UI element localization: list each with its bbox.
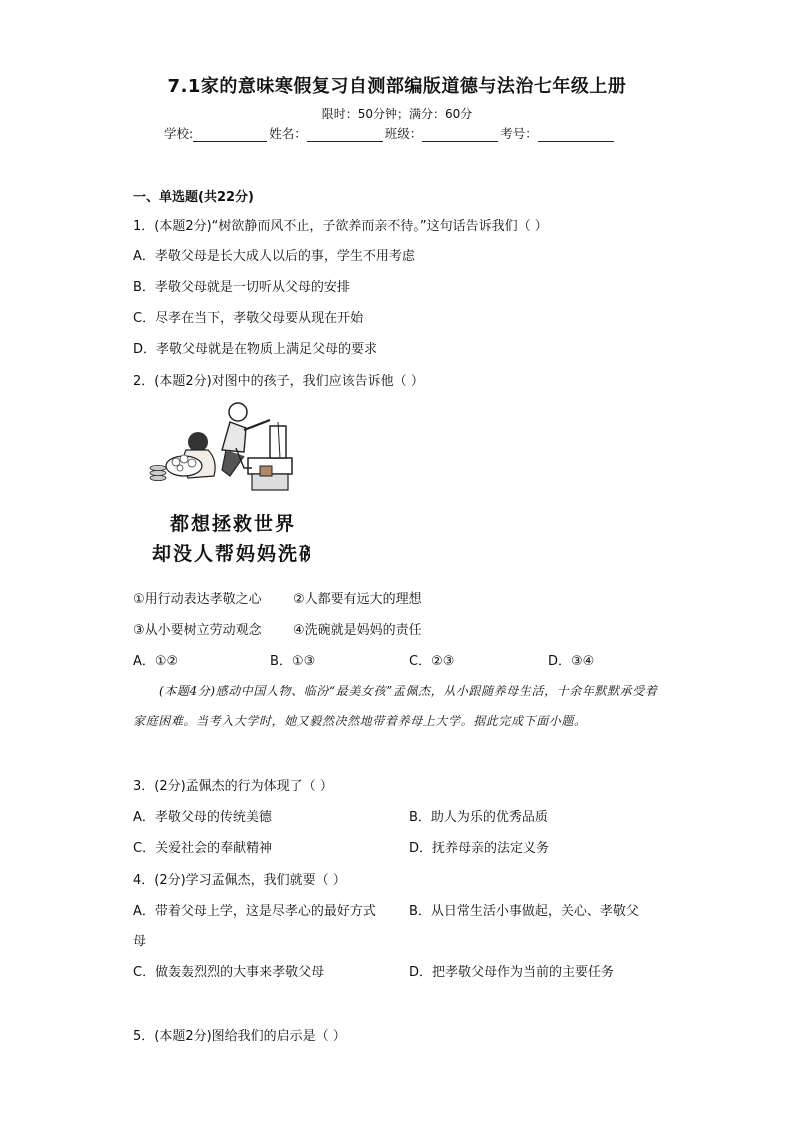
q3-option-d: D．抚养母亲的法定义务: [409, 841, 550, 856]
cartoon-caption-line-2: 却没人帮妈妈洗碗: [152, 543, 310, 565]
section-heading: 一、单选题(共22分): [133, 190, 254, 205]
cartoon-image: [140, 400, 310, 575]
q2-statement-1: ①用行动表达孝敬之心: [133, 592, 262, 607]
q1-option-d: D．孝敬父母就是在物质上满足父母的要求: [133, 342, 378, 357]
q4-option-d: D．把孝敬父母作为当前的主要任务: [409, 965, 615, 980]
name-blank: [307, 127, 383, 142]
class-blank: [422, 127, 498, 142]
q4-option-c: C．做轰轰烈烈的大事来孝敬父母: [133, 965, 325, 980]
q3-stem: 3．(2分)孟佩杰的行为体现了（ ）: [133, 779, 333, 794]
time-score-line: 限时：50分钟；满分：60分: [321, 107, 473, 121]
class-label: 班级：: [384, 126, 423, 141]
reading-passage: (本题4分)感动中国人物、临汾“最美女孩”孟佩杰，从小跟随养母生活，十余年默默承受着家庭困难。当考入大学时，她又毅然决然地带着养母上大学。据此完成下面小题。: [133, 684, 658, 728]
q2-statement-4: ④洗碗就是妈妈的责任: [293, 623, 422, 638]
q4-option-b-continued: 母: [133, 934, 147, 949]
q1-option-b: B．孝敬父母就是一切听从父母的安排: [133, 280, 350, 295]
q2-stem: 2．(本题2分)对图中的孩子，我们应该告诉他（ ）: [133, 374, 424, 389]
q3-option-a: A．孝敬父母的传统美德: [133, 810, 272, 825]
cartoon-caption-line-1: 都想拯救世界: [170, 513, 297, 535]
q2-option-b: B．①③: [270, 654, 316, 669]
q1-option-a: A．孝敬父母是长大成人以后的事，学生不用考虑: [133, 249, 415, 264]
q1-option-c: C．尽孝在当下，孝敬父母要从现在开始: [133, 311, 364, 326]
name-label: 姓名：: [269, 126, 307, 141]
q2-statement-3: ③从小要树立劳动观念: [133, 623, 262, 638]
q4-stem: 4．(2分)学习孟佩杰，我们就要（ ）: [133, 873, 346, 888]
q2-option-d: D．③④: [548, 654, 595, 669]
q4-option-b: B．从日常生活小事做起，关心、孝敬父: [409, 904, 639, 919]
q3-option-b: B．助人为乐的优秀品质: [409, 810, 548, 825]
q2-option-a: A．①②: [133, 654, 179, 669]
q1-stem: 1．(本题2分)“树欲静而风不止，子欲养而亲不待。”这句话告诉我们（ ）: [133, 219, 548, 234]
q4-option-a: A．带着父母上学，这是尽孝心的最好方式: [133, 904, 376, 919]
q2-statement-2: ②人都要有远大的理想: [293, 592, 422, 607]
school-label: 学校:: [164, 126, 194, 141]
page-title: 7.1家的意味寒假复习自测部编版道德与法治七年级上册: [167, 76, 627, 97]
exam-number-label: 考号：: [500, 126, 538, 141]
q2-option-c: C．②③: [409, 654, 455, 669]
q3-option-c: C．关爱社会的奉献精神: [133, 841, 273, 856]
exam-number-blank: [538, 127, 614, 142]
q5-stem: 5．(本题2分)图给我们的启示是（ ）: [133, 1029, 346, 1044]
student-info-row: [164, 124, 616, 142]
school-blank: [193, 127, 267, 142]
